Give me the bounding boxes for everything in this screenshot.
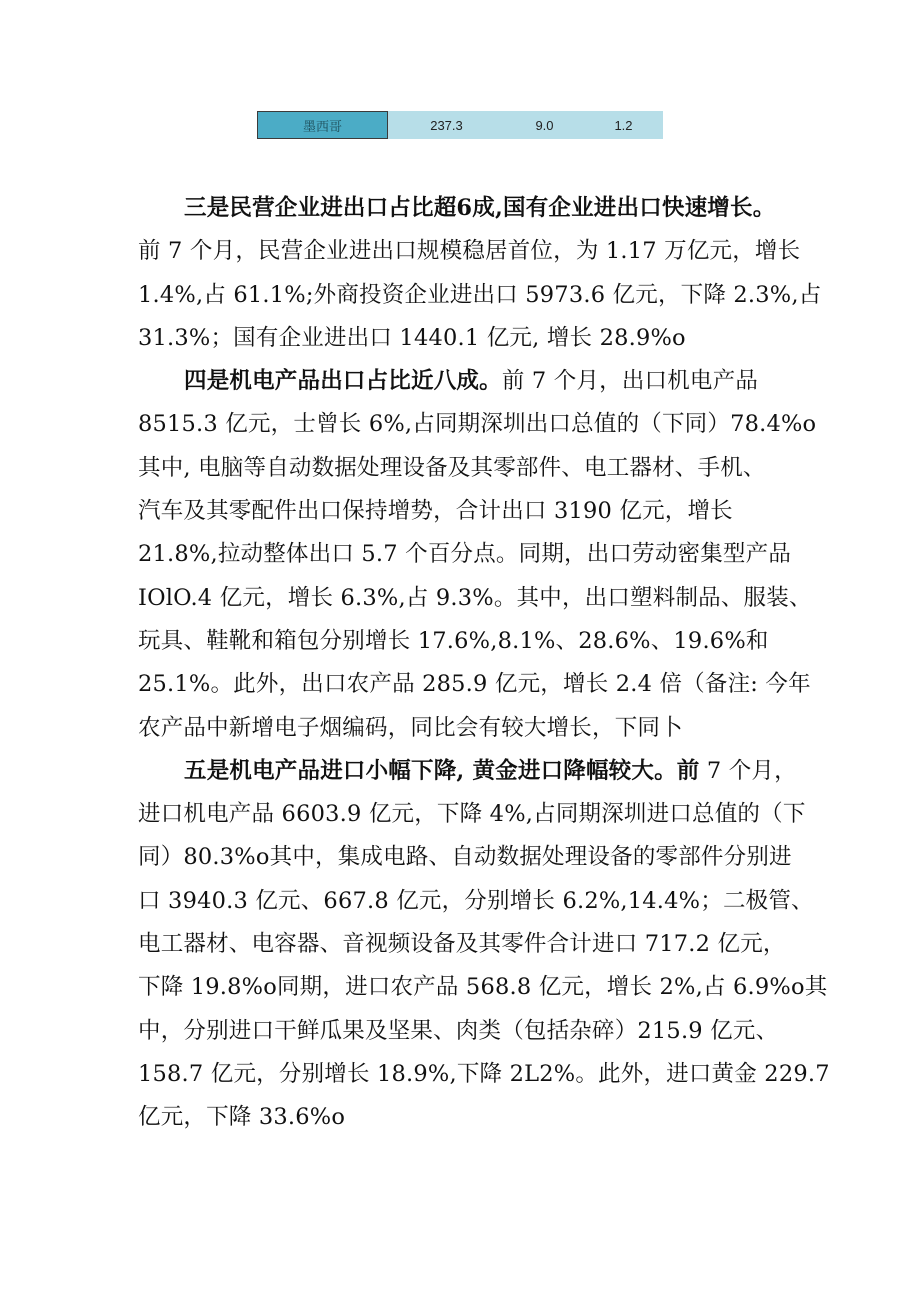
text-line: 下降 19.8%o同期，进口农产品 568.8 亿元，增长 2%,占 6.9%o其	[138, 974, 828, 1001]
value-cell: 237.3	[388, 111, 505, 139]
text-line: 其中, 电脑等自动数据处理设备及其零部件、电工器材、手机、	[138, 454, 766, 481]
text-line: 中，分别进口干鲜瓜果及坚果、肉类（包括杂碎）215.9 亿元、	[138, 1017, 779, 1044]
text-line: 口 3940.3 亿元、667.8 亿元，分别增长 6.2%,14.4%；二极管、	[138, 887, 814, 914]
paragraph-private-enterprise	[138, 187, 822, 360]
section-heading: 四是机电产品出口占比近八成。	[184, 368, 502, 395]
text-line: 玩具、鞋靴和箱包分别增长 17.6%,8.1%、28.6%、19.6%和	[138, 627, 769, 654]
paragraph-heading-line	[138, 187, 788, 230]
text-line: 亿元，下降 33.6%o	[138, 1104, 346, 1131]
text-line: 电工器材、电容器、音视频设备及其零件合计进口 717.2 亿元，	[138, 931, 786, 958]
text-line: 25.1%。此外，出口农产品 285.9 亿元，增长 2.4 倍（备注: 今年	[138, 671, 811, 698]
text-line: 汽车及其零配件出口保持增势，合计出口 3190 亿元，增长	[138, 498, 733, 525]
paragraph-heading-line	[138, 360, 788, 403]
country-cell: 墨西哥	[257, 111, 388, 139]
text-line: 同）80.3%o其中，集成电路、自动数据处理设备的零部件分别进	[138, 844, 792, 871]
growth-cell: 9.0	[505, 111, 584, 139]
section-heading: 三是民营企业进出口占比超6成,国有企业进出口快速增长。	[184, 195, 776, 221]
text-line: 21.8%,拉动整体出口 5.7 个百分点。同期，出口劳动密集型产品	[138, 541, 792, 568]
paragraph-electromechanical-import	[138, 750, 830, 1140]
document-body	[138, 187, 830, 1140]
text-line: 8515.3 亿元，士曾长 6%,占同期深圳出口总值的（下同）78.4%o	[138, 411, 817, 438]
text-line: 进口机电产品 6603.9 亿元，下降 4%,占同期深圳进口总值的（下	[138, 801, 806, 828]
text-line: 前 7 个月，民营企业进出口规模稳居首位，为 1.17 万亿元，增长	[138, 238, 801, 265]
text-line: 1.4%,占 61.1%;外商投资企业进出口 5973.6 亿元，下降 2.3%,占	[138, 281, 822, 308]
paragraph-heading-line	[138, 750, 797, 793]
text-line: 158.7 亿元，分别增长 18.9%,下降 2L2%。此外，进口黄金 229.7	[138, 1060, 830, 1087]
share-cell: 1.2	[584, 111, 663, 139]
paragraph-electromechanical-export	[138, 360, 817, 750]
data-table-row	[257, 111, 663, 139]
heading-continuation: 前 7 个月，出口机电产品	[501, 368, 759, 395]
text-line: 农产品中新增电子烟编码，同比会有较大增长，下同卜	[138, 714, 683, 741]
section-heading: 五是机电产品进口小幅下降, 黄金进口降幅较大。前	[184, 757, 700, 784]
heading-continuation: 7 个月，	[699, 757, 797, 784]
text-line: 31.3%；国有企业进出口 1440.1 亿元, 增长 28.9%o	[138, 324, 686, 351]
text-line: IOlO.4 亿元，增长 6.3%,占 9.3%。其中，出口塑料制品、服装、	[138, 584, 812, 611]
